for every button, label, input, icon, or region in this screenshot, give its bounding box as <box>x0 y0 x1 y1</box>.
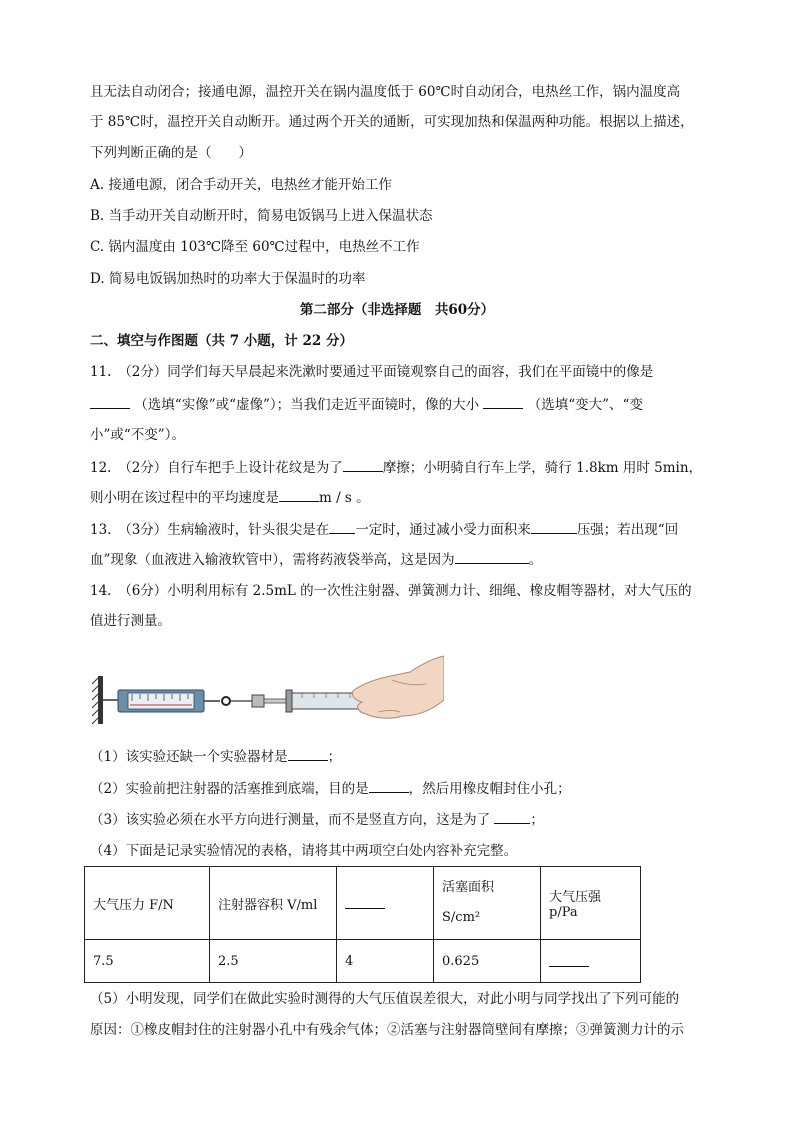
table-header-row <box>85 867 641 940</box>
q11-line1: 11. （2分）同学们每天早晨起来洗漱时要通过平面镜观察自己的面容，我们在平面镜中的像是 <box>90 364 654 380</box>
q13-blank-2[interactable] <box>531 519 577 534</box>
q11-line3: 小”或“不变”）。 <box>90 427 185 443</box>
wall <box>98 676 103 724</box>
q11-blank-2[interactable] <box>483 394 523 409</box>
table-header-volume: 注射器容积 V/ml <box>210 867 337 940</box>
q14-sub3 <box>90 809 544 830</box>
q12-line1 <box>90 457 702 478</box>
q13-line1-text-b: 一定时，通过减小受力面积来 <box>355 522 531 538</box>
q10-option-b: B. 当手动开关自动断开时，简易电饭锅马上进入保温状态 <box>90 208 433 224</box>
q13-line2-text-b: 。 <box>528 552 543 568</box>
table-header-force: 大气压力 F/N <box>85 867 210 940</box>
section-title: 二、填空与作图题（共 7 小题，计 22 分） <box>90 333 353 349</box>
q12-line1-text-a: 12. （2分）自行车把手上设计花纹是为了 <box>90 460 343 476</box>
hand <box>352 656 444 718</box>
table-row <box>85 940 641 983</box>
q13-blank-1[interactable] <box>329 519 355 534</box>
q12-line2-text-a: 则小明在该过程中的平均速度是 <box>90 490 279 506</box>
q14-sub2-blank[interactable] <box>369 778 409 793</box>
table-cell-length: 4 <box>337 940 434 983</box>
q13-line1-text-c: 压强；若出现“回 <box>576 522 679 538</box>
table-cell-force: 7.5 <box>85 940 210 983</box>
table-header-blank[interactable] <box>345 894 385 909</box>
q14-line2: 值进行测量。 <box>90 613 171 629</box>
part-title: 第二部分（非选择题 共60分） <box>299 302 495 318</box>
table-pressure-blank[interactable] <box>549 952 589 967</box>
q14-sub3-blank[interactable] <box>494 809 530 824</box>
q12-blank-2[interactable] <box>279 487 319 502</box>
q14-sub4: （4）下面是记录实验情况的表格，请将其中两项空白处内容补充完整。 <box>90 843 518 859</box>
record-table <box>84 866 641 983</box>
q11-line2-text-b: （选填“变大”、“变 <box>527 397 643 413</box>
q11-blank-1[interactable] <box>90 394 130 409</box>
q12-line2-text-b: m / s 。 <box>319 490 370 506</box>
q10-option-a: A. 接通电源，闭合手动开关，电热丝才能开始工作 <box>90 177 392 193</box>
q14-sub1-end: ； <box>327 749 342 765</box>
spring-scale <box>118 690 204 712</box>
q14-sub2-text-b: ，然后用橡皮帽封住小孔； <box>408 781 571 797</box>
q13-line1 <box>90 519 678 540</box>
q12-line1-text-b: 摩擦；小明骑自行车上学，骑行 1.8km 用时 5min， <box>382 460 703 476</box>
table-cell-area: 0.625 <box>434 940 541 983</box>
q14-sub2 <box>90 778 571 799</box>
q14-sub1-blank[interactable] <box>288 746 328 761</box>
q14-sub5-line1: （5）小明发现，同学们在做此实验时测得的大气压值误差很大，对此小明与同学找出了下列可能的 <box>90 991 680 1007</box>
table-header-area <box>434 867 541 940</box>
q10-text-line1: 且无法自动闭合；接通电源，温控开关在锅内温度低于 60℃时自动闭合，电热丝工作，锅内温度高 <box>90 84 681 100</box>
q14-sub3-text: （3）该实验必须在水平方向进行测量，而不是竖直方向，这是为了 <box>90 812 491 828</box>
q14-sub1-text: （1）该实验还缺一个实验器材是 <box>90 749 288 765</box>
q10-option-c: C. 锅内温度由 103℃降至 60℃过程中，电热丝不工作 <box>90 239 420 255</box>
table-header-area-label: 活塞面积 <box>442 880 495 895</box>
q13-blank-3[interactable] <box>455 549 529 564</box>
q13-line2 <box>90 549 542 570</box>
q14-sub2-text-a: （2）实验前把注射器的活塞推到底端，目的是 <box>90 781 369 797</box>
q13-line2-text-a: 血”现象（血液进入输液软管中），需将药液袋举高，这是因为 <box>90 552 455 568</box>
q10-text-line3: 下列判断正确的是（ ） <box>90 145 252 161</box>
table-header-area-unit: S/cm² <box>442 910 481 925</box>
table-cell-volume: 2.5 <box>210 940 337 983</box>
q11-line2 <box>90 394 643 415</box>
q13-line1-text-a: 13. （3分）生病输液时，针头很尖是在 <box>90 522 330 538</box>
q10-option-d: D. 简易电饭锅加热时的功率大于保温时的功率 <box>90 271 366 287</box>
q14-sub3-end: ； <box>530 812 544 828</box>
q12-line2 <box>90 487 370 508</box>
q14-sub1 <box>90 746 341 767</box>
q14-line1: 14. （6分）小明利用标有 2.5mL 的一次性注射器、弹簧测力计、细绳、橡皮帽等器材，对大气压的 <box>90 583 692 599</box>
table-header-pressure: 大气压强 p/Pa <box>541 867 641 940</box>
table-cell-pressure <box>541 940 641 983</box>
experiment-figure <box>92 650 444 730</box>
table-header-blank-cell <box>337 867 434 940</box>
q10-text-line2: 于 85℃时，温控开关自动断开。通过两个开关的通断，可实现加热和保温两种功能。根据以上描述， <box>90 114 694 130</box>
q12-blank-1[interactable] <box>343 457 383 472</box>
q14-sub5-line2: 原因：①橡皮帽封住的注射器小孔中有残余气体；②活塞与注射器筒壁间有摩擦；③弹簧测力计的示 <box>90 1022 684 1038</box>
q11-line2-text-a: （选填“实像”或“虚像”）；当我们走近平面镜时，像的大小 <box>134 397 480 413</box>
